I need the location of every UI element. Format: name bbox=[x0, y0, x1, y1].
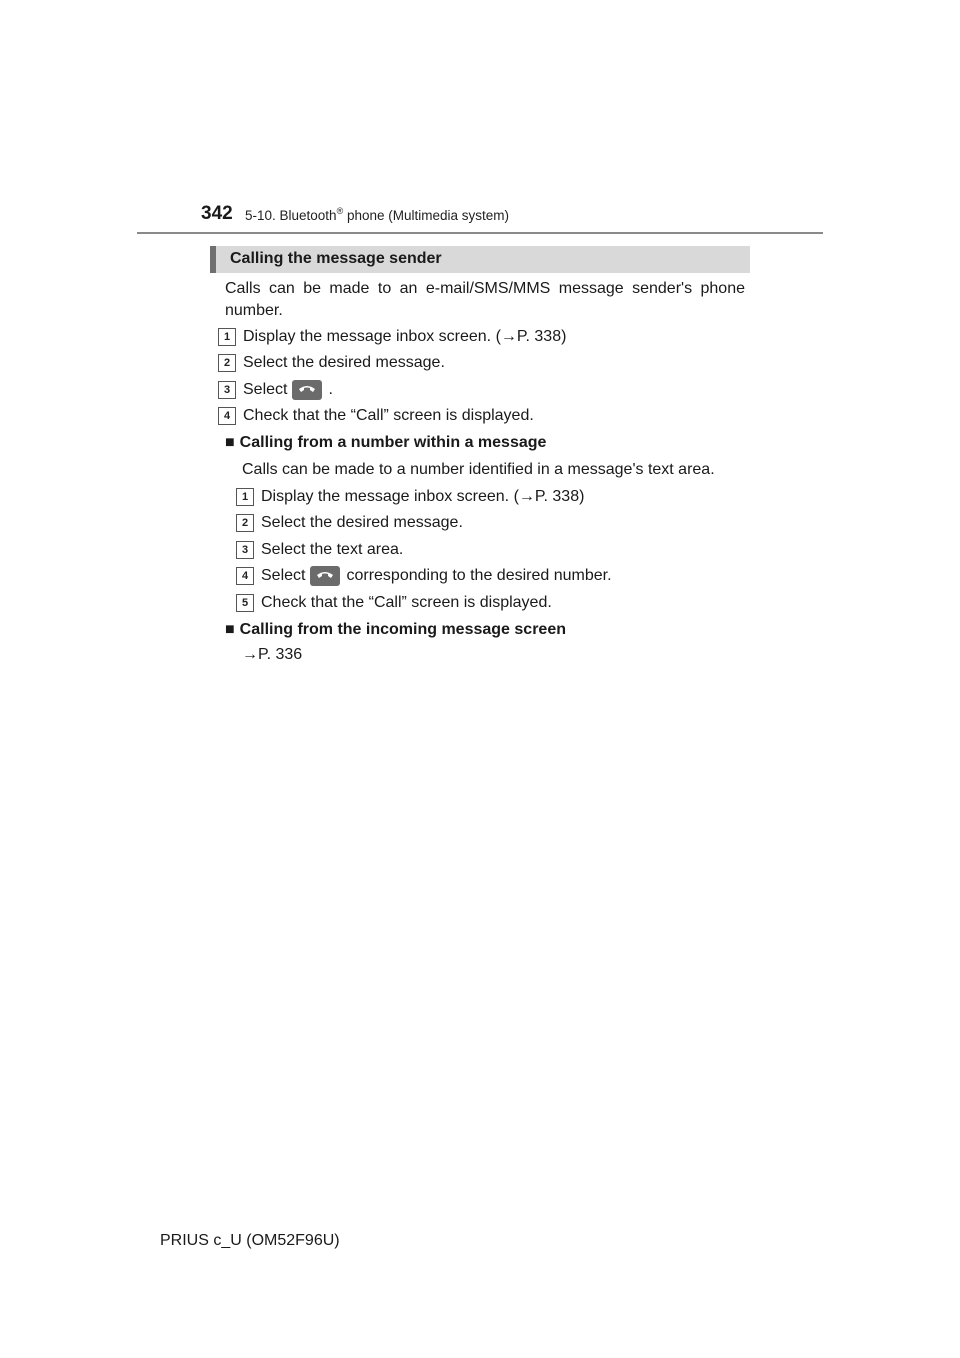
step-text: Select the desired message. bbox=[261, 514, 463, 531]
step-text-post: corresponding to the desired number. bbox=[346, 567, 612, 584]
step-b-3 bbox=[236, 540, 403, 560]
footer-model-code: PRIUS c_U (OM52F96U) bbox=[160, 1232, 340, 1249]
subheading-text: Calling from a number within a message bbox=[239, 434, 547, 451]
subheading-number-within-message bbox=[225, 434, 546, 452]
square-bullet-icon: ■ bbox=[225, 621, 235, 638]
subheading-text: Calling from the incoming message screen bbox=[239, 621, 566, 638]
section-heading-bar bbox=[210, 246, 750, 273]
step-number: 3 bbox=[236, 541, 254, 559]
square-bullet-icon: ■ bbox=[225, 434, 235, 451]
step-text-pre: Select bbox=[243, 381, 288, 398]
step-text: Select the text area. bbox=[261, 541, 404, 558]
step-number: 4 bbox=[236, 567, 254, 585]
section-title bbox=[245, 206, 509, 223]
section-title-prefix: 5-10. Bluetooth bbox=[245, 208, 337, 223]
step-number: 3 bbox=[218, 381, 236, 399]
step-text: Select the desired message. bbox=[243, 354, 445, 371]
phone-handset-icon bbox=[310, 566, 340, 586]
step-text: Check that the “Call” screen is displayed. bbox=[261, 594, 552, 611]
step-number: 1 bbox=[218, 328, 236, 346]
step-text: Check that the “Call” screen is displayed. bbox=[243, 407, 534, 424]
step-b-1 bbox=[236, 487, 584, 507]
section-title-suffix: phone (Multimedia system) bbox=[343, 208, 510, 223]
step-a-4 bbox=[218, 406, 534, 426]
section-heading: Calling the message sender bbox=[230, 250, 442, 267]
page-number: 342 bbox=[201, 203, 233, 224]
step-text-post: . bbox=[328, 381, 333, 398]
step-number: 5 bbox=[236, 594, 254, 612]
step-text: Display the message inbox screen. (→P. 338) bbox=[261, 488, 585, 505]
step-b-2 bbox=[236, 513, 463, 533]
step-b-4 bbox=[236, 566, 612, 586]
step-number: 2 bbox=[236, 514, 254, 532]
step-a-3 bbox=[218, 380, 333, 400]
step-number: 2 bbox=[218, 354, 236, 372]
subheading-description: Calls can be made to a number identified in a message's text area. bbox=[242, 461, 715, 478]
subheading-incoming-message-screen bbox=[225, 621, 566, 639]
phone-handset-icon bbox=[292, 380, 322, 400]
header-rule bbox=[137, 232, 823, 234]
step-text: Display the message inbox screen. (→P. 338) bbox=[243, 328, 567, 345]
step-number: 1 bbox=[236, 488, 254, 506]
step-a-2 bbox=[218, 353, 445, 373]
step-a-1 bbox=[218, 327, 566, 347]
step-text-pre: Select bbox=[261, 567, 306, 584]
step-number: 4 bbox=[218, 407, 236, 425]
intro-paragraph: Calls can be made to an e-mail/SMS/MMS message sender's phone number. bbox=[225, 280, 745, 319]
step-b-5 bbox=[236, 593, 552, 613]
page-reference: →P. 336 bbox=[242, 646, 303, 663]
registered-mark: ® bbox=[336, 206, 344, 216]
